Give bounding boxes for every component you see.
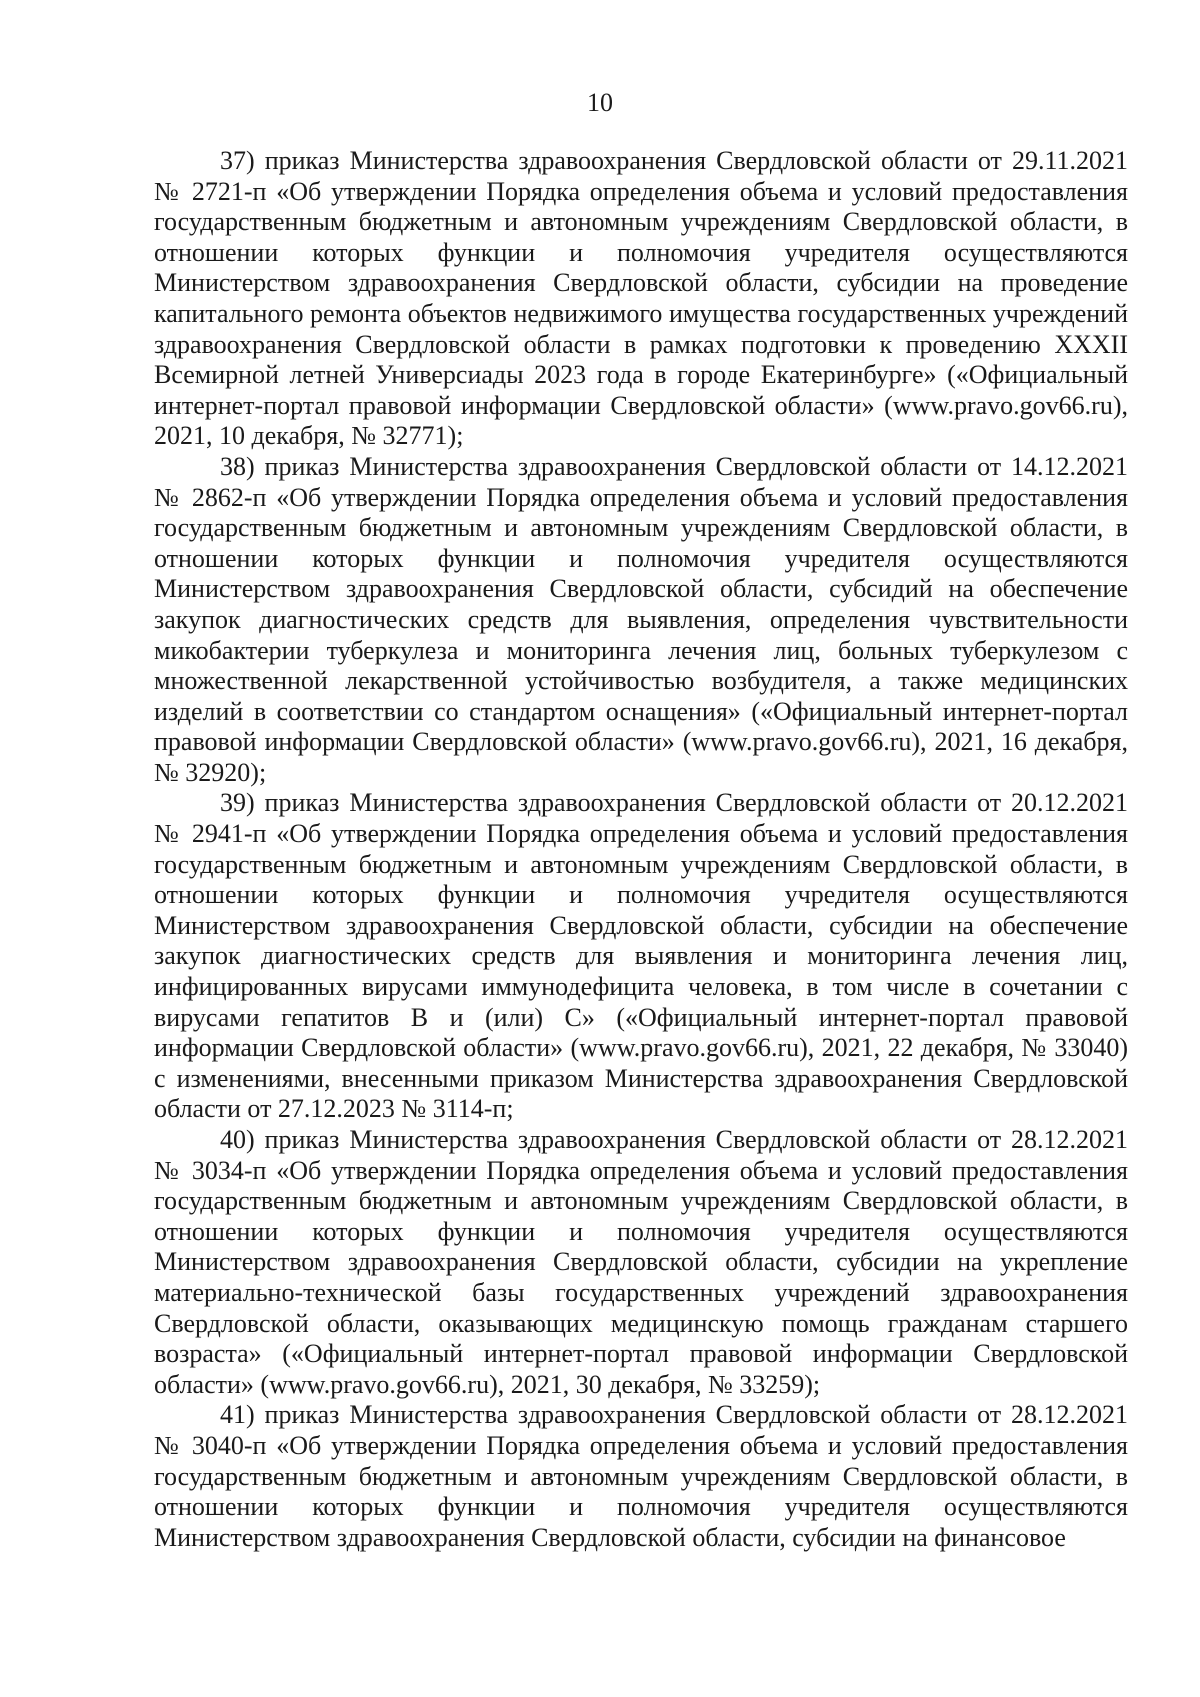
list-item-40: 40) приказ Министерства здравоохранения Свердловской области от 28.12.2021 № 3034-п «Об утверждении Порядка определения объема и условий предоставления государственным бюджетным и автономным учреждениям Свердловской области, в отношении которых функции и полномочия учредителя осуществляются Министерством здравоохранения Свердловской области, субсидии на укрепление материально-технической базы государственных учреждений здравоохранения Свердловской области, оказывающих медицинскую помощь гражданам старшего возраста» («Официальный интернет-портал правовой информации Свердловской области» (www.pravo.gov66.ru), 2021, 30 декабря, № 33259); bbox=[154, 1125, 1128, 1399]
list-item-38: 38) приказ Министерства здравоохранения Свердловской области от 14.12.2021 № 2862-п «Об утверждении Порядка определения объема и условий предоставления государственным бюджетным и автономным учреждениям Свердловской области, в отношении которых функции и полномочия учредителя осуществляются Министерством здравоохранения Свердловской области, субсидий на обеспечение закупок диагностических средств для выявления, определения чувствительности микобактерии туберкулеза и мониторинга лечения лиц, больных туберкулезом с множественной лекарственной устойчивостью возбудителя, а также медицинских изделий в соответствии со стандартом оснащения» («Официальный интернет-портал правовой информации Свердловской области» (www.pravo.gov66.ru), 2021, 16 декабря, № 32920); bbox=[154, 451, 1128, 787]
list-item-41: 41) приказ Министерства здравоохранения Свердловской области от 28.12.2021 № 3040-п «Об утверждении Порядка определения объема и условий предоставления государственным бюджетным и автономным учреждениям Свердловской области, в отношении которых функции и полномочия учредителя осуществляются Министерством здравоохранения Свердловской области, субсидии на финансовое bbox=[154, 1400, 1128, 1552]
page-number: 10 bbox=[587, 88, 613, 117]
document-body bbox=[154, 146, 1128, 1553]
list-item-37: 37) приказ Министерства здравоохранения Свердловской области от 29.11.2021 № 2721-п «Об утверждении Порядка определения объема и условий предоставления государственным бюджетным и автономным учреждениям Свердловской области, в отношении которых функции и полномочия учредителя осуществляются Министерством здравоохранения Свердловской области, субсидии на проведение капитального ремонта объектов недвижимого имущества государственных учреждений здравоохранения Свердловской области в рамках подготовки к проведению XXXII Всемирной летней Универсиады 2023 года в городе Екатеринбурге» («Официальный интернет-портал правовой информации Свердловской области» (www.pravo.gov66.ru), 2021, 10 декабря, № 32771); bbox=[154, 146, 1128, 451]
list-item-39: 39) приказ Министерства здравоохранения Свердловской области от 20.12.2021 № 2941-п «Об утверждении Порядка определения объема и условий предоставления государственным бюджетным и автономным учреждениям Свердловской области, в отношении которых функции и полномочия учредителя осуществляются Министерством здравоохранения Свердловской области, субсидии на обеспечение закупок диагностических средств для выявления и мониторинга лечения лиц, инфицированных вирусами иммунодефицита человека, в том числе в сочетании с вирусами гепатитов В и (или) С» («Официальный интернет-портал правовой информации Свердловской области» (www.pravo.gov66.ru), 2021, 22 декабря, № 33040) с изменениями, внесенными приказом Министерства здравоохранения Свердловской области от 27.12.2023 № 3114-п; bbox=[154, 788, 1128, 1124]
